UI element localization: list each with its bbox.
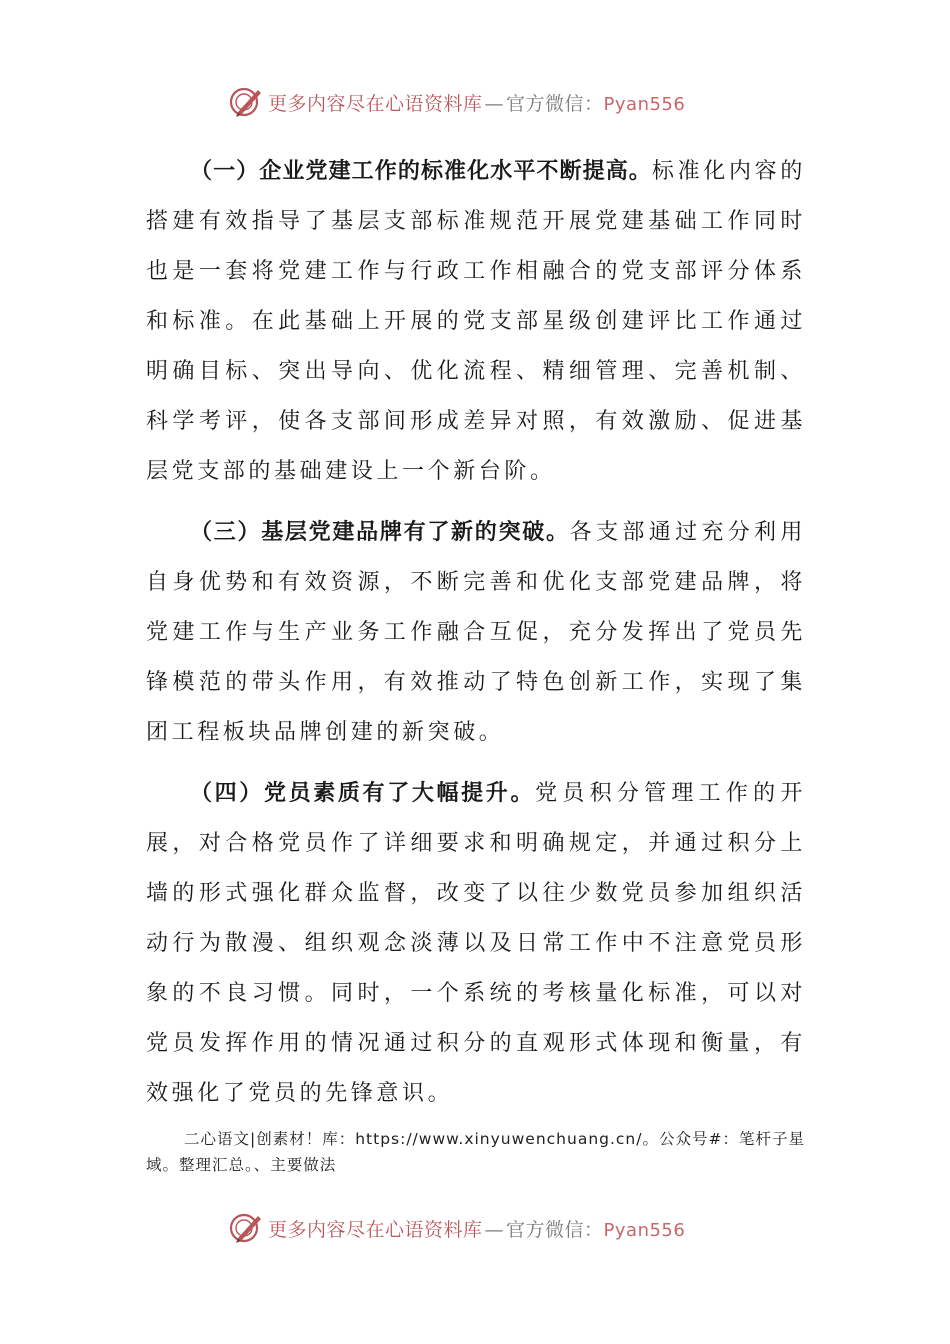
footer-watermark-banner [228,1208,748,1248]
header-watermark-banner [228,82,748,122]
pen-logo-icon [228,1210,264,1246]
pen-logo-icon [228,84,264,120]
paragraph-3-heading: （四）党员素质有了大幅提升。 [190,780,536,806]
paragraph-3 [146,768,806,1119]
header-banner-text: 更多内容尽在心语资料库 — 官方微信：Pyan556 [268,92,686,115]
paragraph-1 [146,146,806,497]
paragraph-1-text: 标准化内容的搭建有效指导了基层支部标准规范开展党建基础工作同时也是一套将党建工作与行政工作相融合的党支部评分体系和标准。在此基础上开展的党支部星级创建评比工作通过明确目标、突出导向、优化流程、精细管理、完善机制、科学考评，使各支部间形成差异对照，有效激励、促进基层党支部的基础建设上一个新台阶。 [146,159,806,484]
source-footnote: 二心语文|创素材！库：https://www.xinyuwenchuang.cn/。公众号#：笔杆子星域。整理汇总。、主要做法 [146,1130,805,1174]
paragraph-2-heading: （三）基层党建品牌有了新的突破。 [190,519,570,545]
footer-banner-text: 更多内容尽在心语资料库 — 官方微信：Pyan556 [268,1218,686,1241]
paragraph-1-heading: （一）企业党建工作的标准化水平不断提高。 [190,158,652,184]
paragraph-3-text: 党员积分管理工作的开展，对合格党员作了详细要求和明确规定，并通过积分上墙的形式强化群众监督，改变了以往少数党员参加组织活动行为散漫、组织观念淡薄以及日常工作中不注意党员形象的不良习惯。同时，一个系统的考核量化标准，可以对党员发挥作用的情况通过积分的直观形式体现和衡量，有效强化了党员的先锋意识。 [146,781,806,1106]
paragraph-2-text: 各支部通过充分利用自身优势和有效资源，不断完善和优化支部党建品牌，将党建工作与生产业务工作融合互促，充分发挥出了党员先锋模范的带头作用，有效推动了特色创新工作，实现了集团工程板块品牌创建的新突破。 [146,520,806,745]
paragraph-2 [146,507,806,758]
document-body [146,146,806,1129]
